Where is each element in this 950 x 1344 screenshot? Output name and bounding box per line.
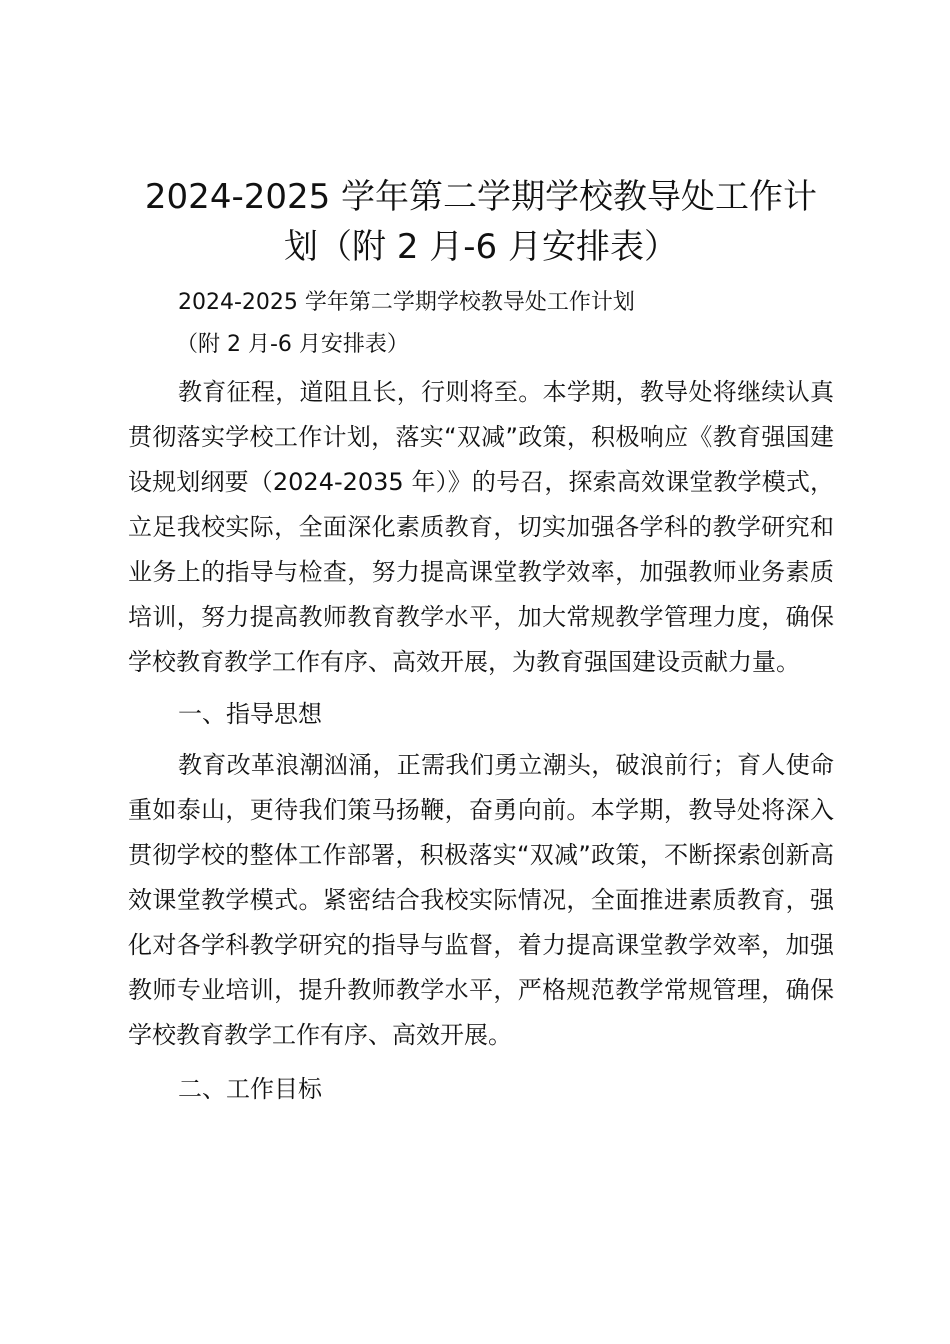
- section-heading-work-goals: 二、工作目标: [178, 1075, 322, 1103]
- guiding-ideology-paragraph: 教育改革浪潮汹涌，正需我们勇立潮头，破浪前行；育人使命重如泰山，更待我们策马扬鞭，奋勇向前。本学期，教导处将深入贯彻学校的整体工作部署，积极落实“双减”政策，不断探索创新高效课堂教学模式。紧密结合我校实际情况，全面推进素质教育，强化对各学科教学研究的指导与监督，着力提高课堂教学效率，加强教师专业培训，提升教师教学水平，严格规范教学常规管理，确保学校教育教学工作有序、高效开展。: [128, 751, 834, 1049]
- document-subtitle-line-2: （附 2 月-6 月安排表）: [176, 332, 409, 357]
- intro-paragraph: 教育征程，道阻且长，行则将至。本学期，教导处将继续认真贯彻落实学校工作计划，落实“双减”政策，积极响应《教育强国建设规划纲要（2024-2035 年）》的号召，探索高效课堂教学模式，立足我校实际，全面深化素质教育，切实加强各学科的教学研究和业务上的指导与检查，努力提高课堂教学效率，加强教师业务素质培训，努力提高教师教育教学水平，加大常规教学管理力度，确保学校教育教学工作有序、高效开展，为教育强国建设贡献力量。: [128, 378, 834, 676]
- document-subtitle-line-1: 2024-2025 学年第二学期学校教导处工作计划: [178, 290, 635, 315]
- document-body: [128, 172, 834, 1112]
- section-heading-guiding-ideology: 一、指导思想: [178, 700, 322, 728]
- document-title: 2024-2025 学年第二学期学校教导处工作计划（附 2 月-6 月安排表）: [144, 177, 818, 267]
